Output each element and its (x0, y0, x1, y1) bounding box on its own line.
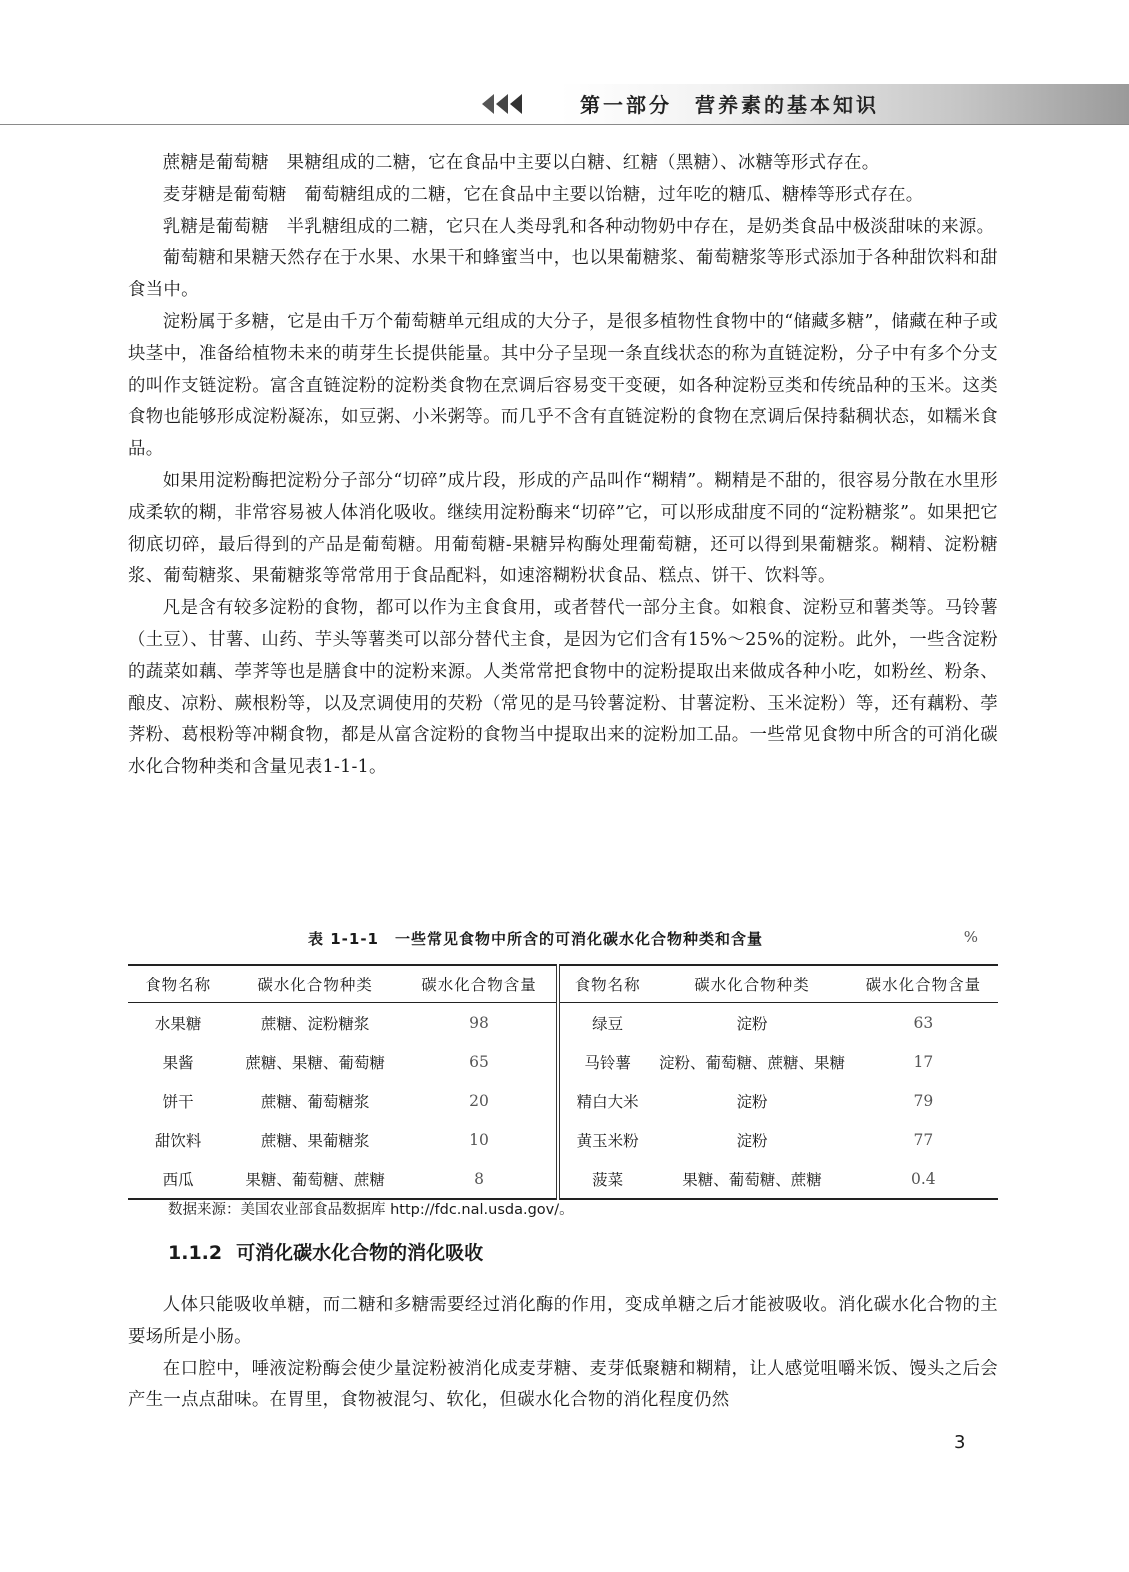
table-cell: 8 (474, 1169, 484, 1188)
header-rule (0, 124, 1129, 125)
table-cell: 菠菜 (558, 1159, 655, 1199)
table-cell: 精白大米 (558, 1081, 655, 1120)
table-row (128, 1159, 998, 1199)
table-cell: 淀粉 (736, 1014, 768, 1033)
paragraph: 蔗糖是葡萄糖 果糖组成的二糖，它在食品中主要以白糖、红糖（黑糖）、冰糖等形式存在。 (162, 153, 880, 173)
body-text-continued (128, 1290, 998, 1417)
paragraph: 麦芽糖是葡萄糖 葡萄糖组成的二糖，它在食品中主要以饴糖，过年吃的糖瓜、糖棒等形式存在。 (162, 184, 924, 205)
header-title: 第一部分 营养素的基本知识 (580, 93, 879, 117)
table-cell: 果糖、葡萄糖、蔗糖 (245, 1170, 385, 1189)
table-source-note: 数据来源：美国农业部食品数据库 http://fdc.nal.usda.gov/。 (168, 1202, 574, 1218)
column-header: 食物名称 (128, 965, 228, 1003)
paragraph: 葡萄糖和果糖天然存在于水果、水果干和蜂蜜当中，也以果葡糖浆、葡萄糖浆等形式添加于各种甜饮料和甜食当中。 (128, 248, 998, 301)
table-caption (128, 928, 998, 954)
table-cell: 绿豆 (558, 1003, 655, 1043)
table-cell: 65 (469, 1052, 489, 1071)
table-cell: 79 (913, 1091, 934, 1110)
paragraph: 人体只能吸收单糖，而二糖和多糖需要经过消化酶的作用，变成单糖之后才能被吸收。消化碳水化合物的主要场所是小肠。 (128, 1295, 998, 1347)
column-header: 碳水化合物含量 (849, 965, 998, 1003)
table-row (128, 1120, 998, 1159)
section-number: 1.1.2 (168, 1242, 223, 1264)
table-cell: 蔗糖、果葡糖浆 (260, 1131, 370, 1150)
table-cell: 蔗糖、果糖、葡萄糖 (245, 1053, 385, 1072)
column-header: 食物名称 (558, 965, 655, 1003)
table-cell: 20 (469, 1091, 489, 1110)
table-cell: 淀粉 (736, 1092, 768, 1111)
page-number: 3 (954, 1432, 966, 1453)
header-arrows-icon (470, 92, 530, 116)
table-cell: 蔗糖、淀粉糖浆 (260, 1014, 370, 1033)
table-cell: 10 (469, 1130, 489, 1149)
paragraph: 如果用淀粉酶把淀粉分子部分“切碎”成片段，形成的产品叫作“糊精”。糊精是不甜的，很容易分散在水里形成柔软的糊，非常容易被人体消化吸收。继续用淀粉酶来“切碎”它，可以形成甜度不同的“淀粉糖浆”。如果把它彻底切碎，最后得到的产品是葡萄糖。用葡萄糖-果糖异构酶处理葡萄糖，还可以得到果葡糖浆。糊精、淀粉糖浆、葡萄糖浆、果葡糖浆等常常用于食品配料，如速溶糊粉状食品、糕点、饼干、饮料等。 (128, 470, 998, 587)
table-cell: 蔗糖、葡萄糖浆 (260, 1092, 370, 1111)
paragraph: 乳糖是葡萄糖 半乳糖组成的二糖，它只在人类母乳和各种动物奶中存在，是奶类食品中极淡甜味的来源。 (162, 216, 995, 237)
table-cell: 淀粉、葡萄糖、蔗糖、果糖 (658, 1053, 845, 1072)
table-cell: 果酱 (162, 1053, 194, 1072)
table-cell: 0.4 (911, 1169, 936, 1188)
table-cell: 马铃薯 (558, 1042, 655, 1081)
table-cell: 17 (913, 1052, 934, 1071)
table-row (128, 1081, 998, 1120)
body-text (128, 148, 998, 784)
section-heading (168, 1238, 483, 1265)
table-unit: % (963, 928, 978, 946)
table-cell: 77 (913, 1130, 934, 1149)
table-cell: 甜饮料 (154, 1131, 202, 1150)
paragraph: 淀粉属于多糖，它是由千万个葡萄糖单元组成的大分子，是很多植物性食物中的“储藏多糖”，储藏在种子或块茎中，准备给植物未来的萌芽生长提供能量。其中分子呈现一条直线状态的称为直链淀粉，分子中有多个分支的叫作支链淀粉。富含直链淀粉的淀粉类食物在烹调后容易变干变硬，如各种淀粉豆类和传统品种的玉米。这类食物也能够形成淀粉凝冻，如豆粥、小米粥等。而几乎不含有直链淀粉的食物在烹调后保持黏稠状态，如糯米食品。 (128, 311, 998, 460)
paragraph: 凡是含有较多淀粉的食物，都可以作为主食食用，或者替代一部分主食。如粮食、淀粉豆和薯类等。马铃薯（土豆）、甘薯、山药、芋头等薯类可以部分替代主食，是因为它们含有15%～25%的淀粉。此外，一些含淀粉的蔬菜如藕、荸荠等也是膳食中的淀粉来源。人类常常把食物中的淀粉提取出来做成各种小吃，如粉丝、粉条、酿皮、凉粉、蕨根粉等，以及烹调使用的芡粉（常见的是马铃薯淀粉、甘薯淀粉、玉米淀粉）等，还有藕粉、荸荠粉、葛根粉等冲糊食物，都是从富含淀粉的食物当中提取出来的淀粉加工品。一些常见食物中所含的可消化碳水化合物种类和含量见表1-1-1。 (128, 598, 998, 778)
paragraph: 在口腔中，唾液淀粉酶会使少量淀粉被消化成麦芽糖、麦芽低聚糖和糊精，让人感觉咀嚼米饭、馒头之后会产生一点点甜味。在胃里，食物被混匀、软化，但碳水化合物的消化程度仍然 (128, 1358, 998, 1411)
table-cell: 淀粉 (736, 1131, 768, 1150)
table-cell: 西瓜 (162, 1170, 194, 1189)
table-row (128, 1042, 998, 1081)
table-row (128, 1003, 998, 1043)
carbohydrate-table (128, 964, 998, 1200)
column-header: 碳水化合物种类 (655, 965, 848, 1003)
table-cell: 果糖、葡萄糖、蔗糖 (682, 1170, 822, 1189)
column-header: 碳水化合物种类 (228, 965, 402, 1003)
table-cell: 黄玉米粉 (558, 1120, 655, 1159)
table-cell: 水果糖 (154, 1014, 202, 1033)
table-cell: 63 (913, 1013, 934, 1032)
column-header: 碳水化合物含量 (402, 965, 558, 1003)
section-title: 可消化碳水化合物的消化吸收 (236, 1242, 484, 1264)
table-cell: 饼干 (162, 1092, 194, 1111)
table-cell: 98 (469, 1013, 489, 1032)
table-caption-text: 表 1-1-1 一些常见食物中所含的可消化碳水化合物种类和含量 (308, 930, 763, 948)
running-header (0, 84, 1129, 124)
table-header-row (128, 965, 998, 1003)
